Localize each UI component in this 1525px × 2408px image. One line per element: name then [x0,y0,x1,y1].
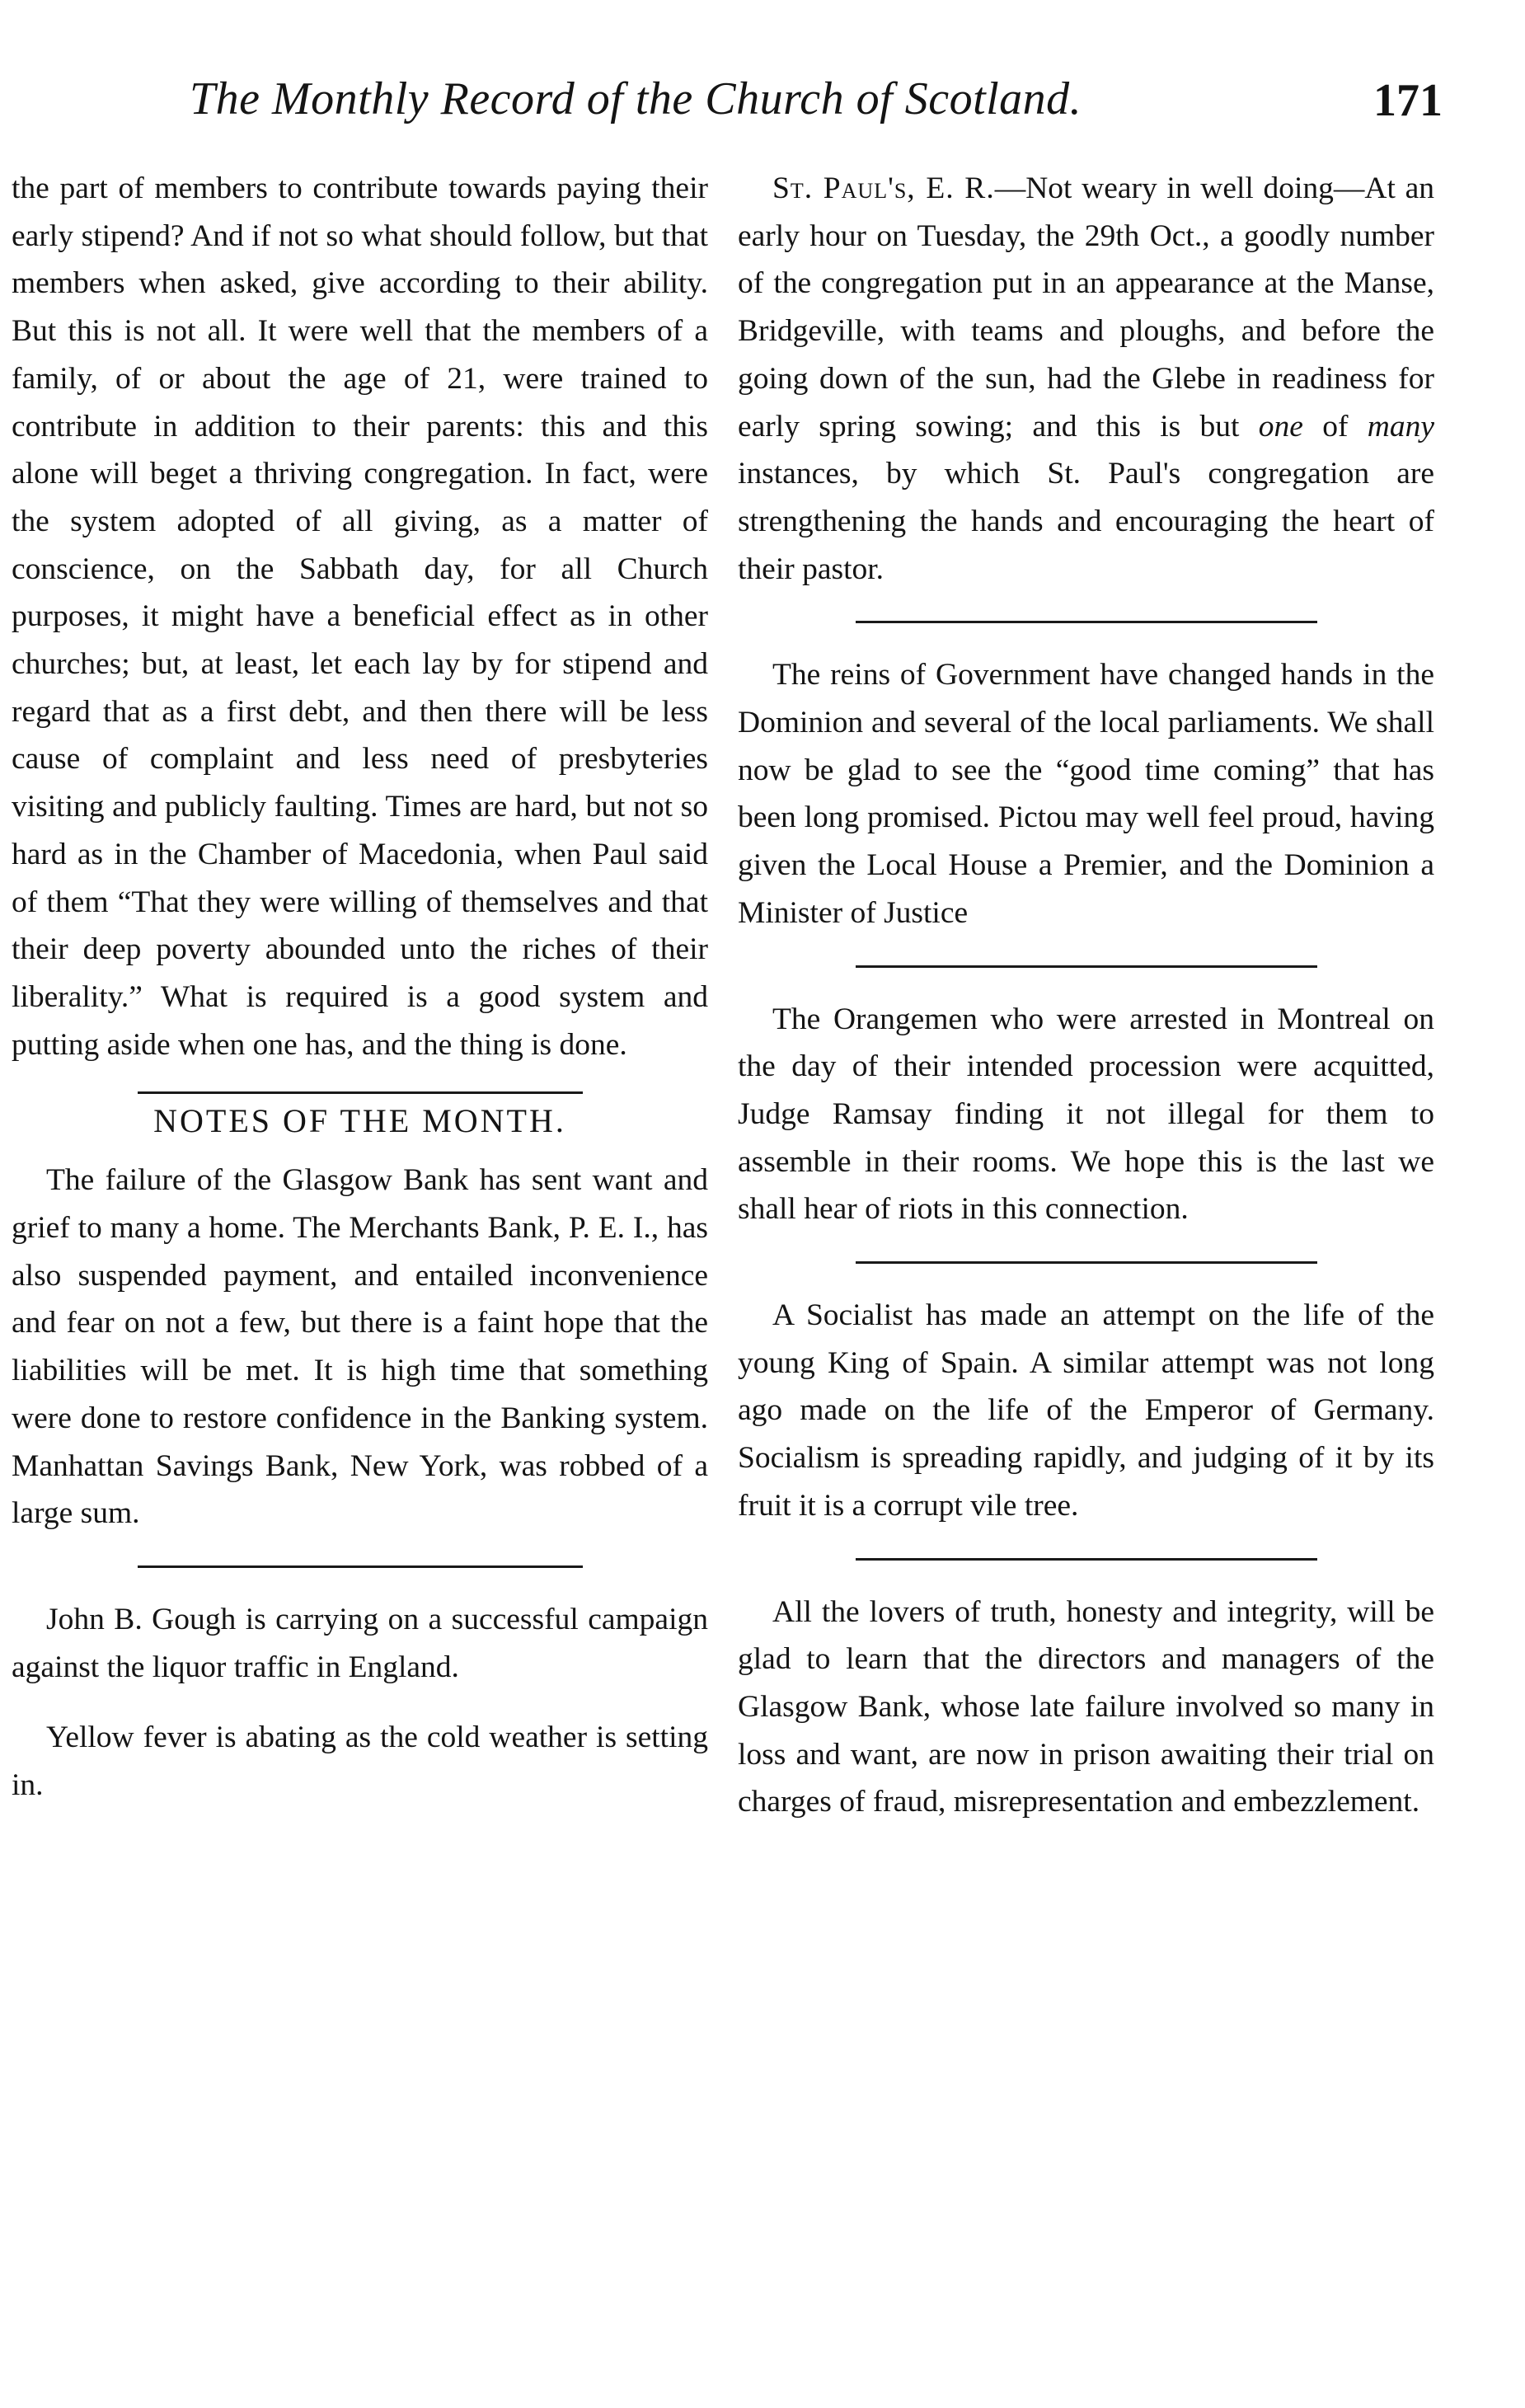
right-column [738,165,1434,1826]
page-number: 171 [1373,75,1443,126]
continued-paragraph: the part of members to contribute towards paying their early stipend? And if not so what should follow, but that members when asked, give according to their ability. But this is not all. It were well that the members of a family, of or about the age of 21, were trained to contribute in addition to their parents: this and this alone will beget a thriving congregation. In fact, were the system adopted of all giving, as a matter of conscience, on the Sabbath day, for all Church purposes, it might have a beneficial effect as in other churches; but, at least, let each lay by for stipend and regard that as a first debt, and then there will be less cause of complaint and less need of presbyteries visiting and publicly faulting. Times are hard, but not so hard as in the Chamber of Macedonia, when Paul said of them “That they were willing of themselves and that their deep poverty abounded unto the riches of their liberality.” What is required is a good system and putting aside when one has, and the thing is done. [12,171,708,1062]
running-title: The Monthly Record of the Church of Scotland. [190,73,1082,124]
section-rule [138,1091,583,1094]
st-pauls-lead: St. Paul's, E. R. [772,171,995,205]
note-government: The reins of Government have changed hands in the Dominion and several of the local parliaments. We shall now be glad to see the “good time coming” that has been long promised. Pictou may well feel proud, having given the Local House a Premier, and the Dominion a Minister of Justice [738,658,1434,930]
page-header [190,73,1443,138]
section-heading: NOTES OF THE MONTH. [153,1102,566,1140]
note-socialist: A Socialist has made an attempt on the life of the young King of Spain. A similar attempt was not long ago made on the life of the Emperor of Germany. Socialism is spreading rapidly, and judging of it by its fruit it is a corrupt vile tree. [738,1298,1434,1523]
note-st-pauls: St. Paul's, E. R.—Not weary in well doing—At an early hour on Tuesday, the 29th Oct., a goodly number of the congregation put in an appearance at the Manse, Bridgeville, with teams and ploughs, and before the going down of the sun, had the Glebe in readiness for early spring sowing; and this is but one of many instances, by which St. Paul's congregation are strengthening the hands and encouraging the heart of their pastor. [738,171,1434,586]
note-glasgow-bank: The failure of the Glasgow Bank has sent want and grief to many a home. The Merchants Bank, P. E. I., has also suspended payment, and entailed inconvenience and fear on not a few, but there is a faint hope that the liabilities will be met. It is high time that something were done to restore confidence in the Banking system. Manhattan Savings Bank, New York, was robbed of a large sum. [12,1163,708,1531]
note-gough: John B. Gough is carrying on a successful campaign against the liquor traffic in England. [12,1602,708,1684]
note-orangemen: The Orangemen who were arrested in Montreal on the day of their intended procession were acquitted, Judge Ramsay finding it not illegal for them to assemble in their rooms. We hope this is the last we shall hear of riots in this connection. [738,1002,1434,1227]
note-bank-directors: All the lovers of truth, honesty and integrity, will be glad to learn that the directors and managers of the Glasgow Bank, whose late failure involved so many in loss and want, are now in prison awaiting their trial on charges of fraud, misrepresentation and embezzlement. [738,1594,1434,1819]
note-yellow-fever: Yellow fever is abating as the cold weather is setting in. [12,1720,708,1803]
left-column [12,165,708,1810]
